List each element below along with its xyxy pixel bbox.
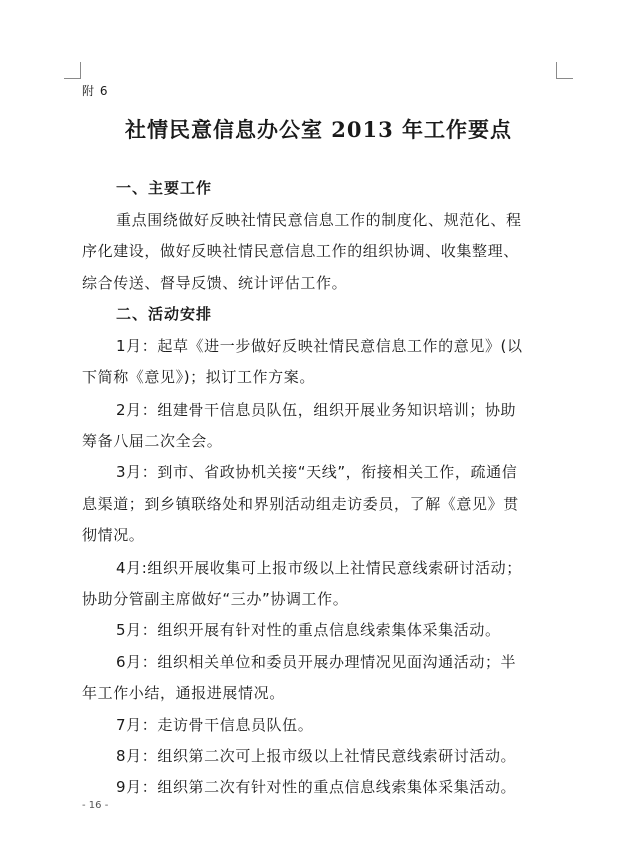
month-4-line: 4月:组织开展收集可上报市级以上社情民意线索研讨活动；	[116, 559, 522, 577]
annex-label: 附 6	[82, 84, 109, 98]
month-9-line: 9月：组织第二次有针对性的重点信息线索集体采集活动。	[116, 778, 517, 796]
month-3-line: 息渠道；到乡镇联络处和界别活动组走访委员，了解《意见》贯	[82, 495, 519, 513]
section-heading-main-work: 一、主要工作	[116, 179, 213, 197]
section-heading-activities: 二、活动安排	[116, 305, 213, 323]
month-3-line: 彻情况。	[82, 526, 145, 544]
page-number: - 16 -	[82, 800, 109, 811]
month-8-line: 8月：组织第二次可上报市级以上社情民意线索研讨活动。	[116, 747, 517, 765]
month-6-line: 6月：组织相关单位和委员开展办理情况见面沟通活动；半	[116, 653, 517, 671]
paragraph-line: 序化建设，做好反映社情民意信息工作的组织协调、收集整理、	[82, 242, 519, 260]
month-3-line: 3月：到市、省政协机关接“天线”，衔接相关工作，疏通信	[116, 463, 518, 481]
document-title: 社情民意信息办公室 2013 年工作要点	[124, 117, 513, 142]
month-5-line: 5月：组织开展有针对性的重点信息线索集体采集活动。	[116, 621, 501, 639]
month-2-line: 筹备八届二次全会。	[82, 432, 223, 450]
month-2-line: 2月：组建骨干信息员队伍，组织开展业务知识培训；协助	[116, 401, 517, 419]
month-7-line: 7月：走访骨干信息员队伍。	[116, 716, 314, 734]
crop-mark-top-right	[556, 62, 573, 79]
paragraph-line: 重点围绕做好反映社情民意信息工作的制度化、规范化、程	[116, 211, 522, 229]
month-6-line: 年工作小结，通报进展情况。	[82, 684, 285, 702]
crop-mark-top-left	[64, 62, 81, 79]
month-1-line: 1月：起草《进一步做好反映社情民意信息工作的意见》(以	[116, 337, 523, 355]
month-4-line: 协助分管副主席做好“三办”协调工作。	[82, 590, 349, 608]
month-1-line: 下简称《意见》)；拟订工作方案。	[82, 368, 315, 386]
paragraph-line: 综合传送、督导反馈、统计评估工作。	[82, 274, 348, 292]
